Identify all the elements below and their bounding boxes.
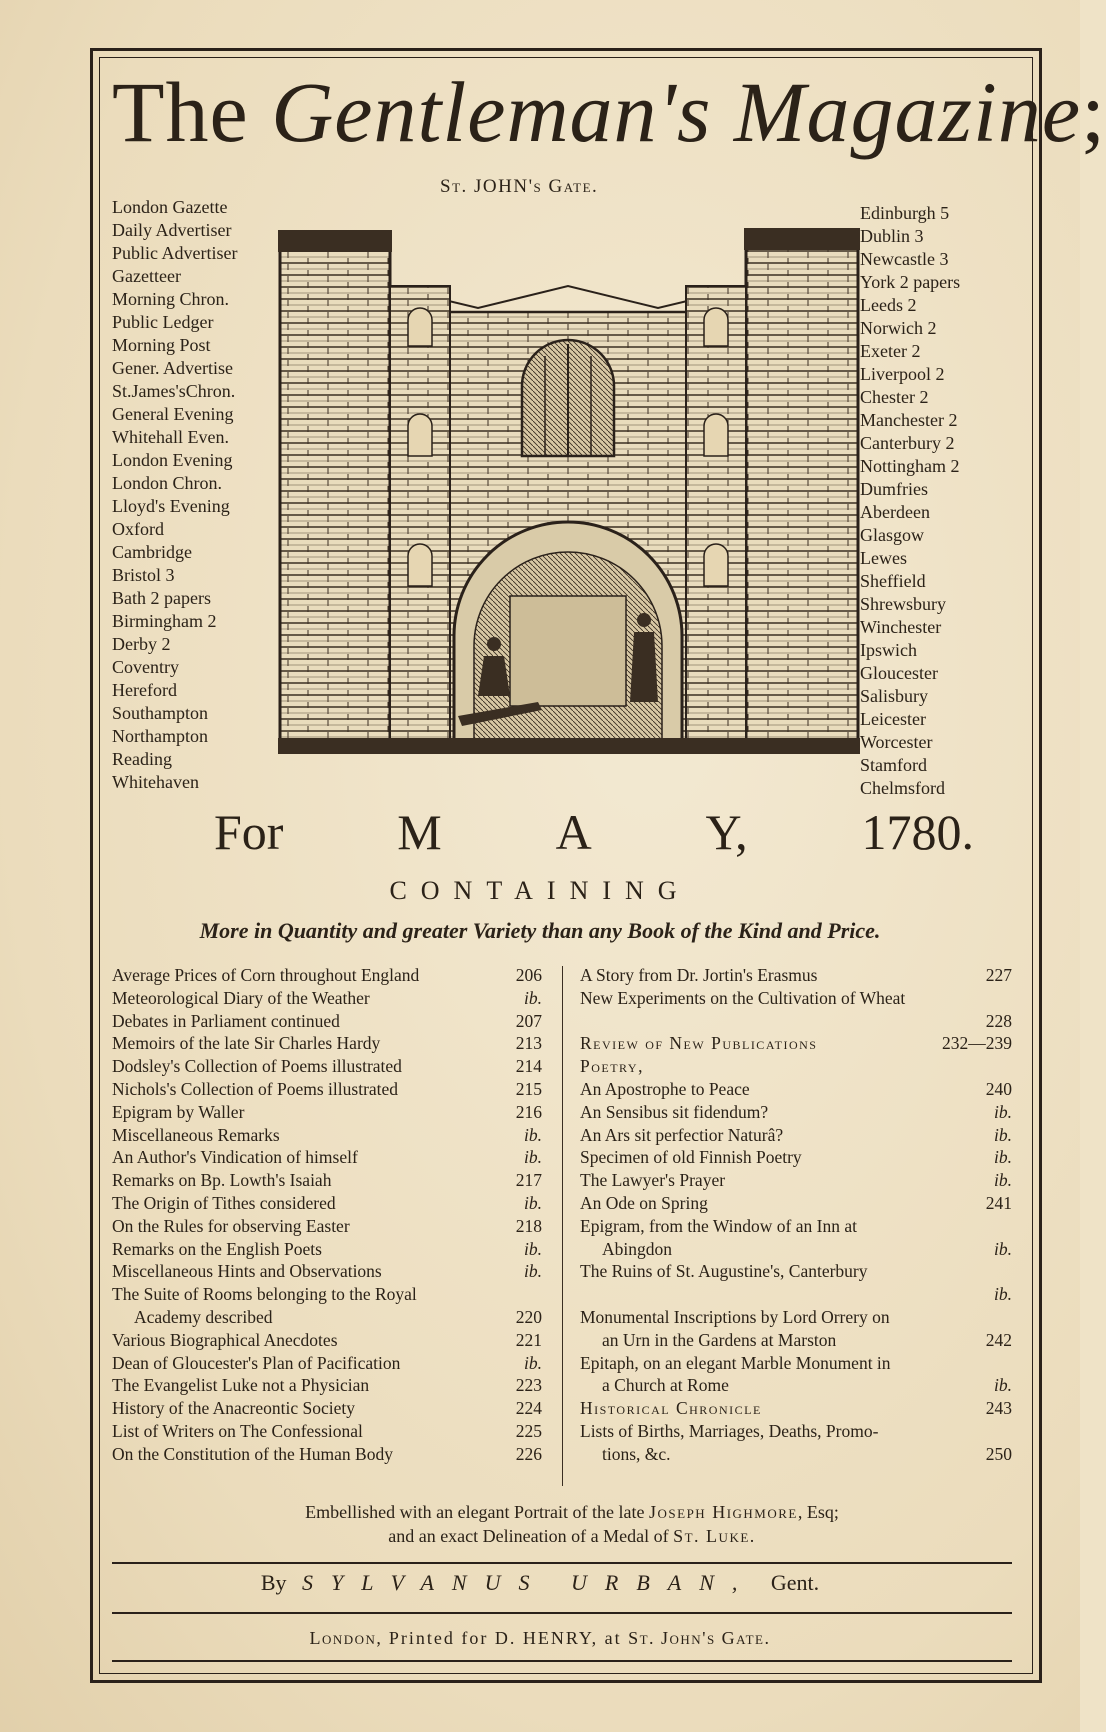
contents-entry-title: Specimen of old Finnish Poetry (580, 1147, 802, 1168)
newspaper-item: Reading (112, 749, 172, 769)
contents-entry-title: Epitaph, on an elegant Marble Monument in (580, 1352, 891, 1373)
newspaper-item: Public Ledger (112, 312, 214, 332)
contents-entry-title: Monumental Inscriptions by Lord Orrery on (580, 1306, 890, 1327)
contents-entry-title: Meteorological Diary of the Weather (112, 987, 370, 1008)
newspaper-item: Newcastle 3 (860, 249, 949, 269)
newspaper-item: Southampton (112, 703, 209, 723)
contents-entry-title: Dean of Gloucester's Plan of Pacification (112, 1352, 401, 1373)
byline-gent: Gent. (770, 1570, 820, 1595)
embellished-medal-name: St. Luke. (673, 1526, 756, 1546)
contents-entry (112, 1010, 542, 1033)
contents-entry-title: The Lawyer's Prayer (580, 1170, 726, 1191)
title-punct: ; (1081, 64, 1106, 160)
title-magazine: Magazine (733, 64, 1082, 160)
newspaper-item: Chelmsford (860, 778, 945, 798)
contents-entry-title: Review of New Publications (580, 1033, 818, 1054)
imprint-printed: Printed for D. HENRY, at (388, 1628, 622, 1648)
contents-entry (580, 1260, 1012, 1306)
issue-for: For (214, 804, 284, 860)
byline-author: SYLVANUS URBAN, (302, 1570, 756, 1595)
imprint-gate: St. John's Gate. (628, 1628, 771, 1648)
contents-entry (112, 1055, 542, 1078)
newspaper-item: Cambridge (112, 542, 192, 562)
contents-entry-page: 225 (515, 1420, 542, 1441)
contents-entry (580, 1420, 1012, 1466)
newspaper-item: Morning Post (112, 335, 211, 355)
embellished-line1-end: , Esq; (797, 1502, 839, 1522)
newspaper-item: Gazetteer (112, 266, 181, 286)
contents-entry-page: 214 (515, 1056, 542, 1077)
newspaper-item: Coventry (112, 657, 179, 677)
title-the: The (112, 64, 249, 160)
newspaper-item: Glasgow (860, 525, 924, 545)
contents-entry (112, 1352, 542, 1375)
contents-entry-continuation: tions, &c. (602, 1443, 671, 1464)
contents-entry-page: 232—239 (942, 1033, 1012, 1054)
contents-entry (112, 1283, 542, 1329)
newspaper-item: Public Advertiser (112, 243, 238, 263)
contents-entry (112, 1329, 542, 1352)
newspaper-item: Dublin 3 (860, 226, 924, 246)
newspaper-item: Salisbury (860, 686, 929, 706)
contents-entry (580, 1352, 1012, 1398)
contents-entry (112, 1124, 542, 1147)
contents-entry-title: Miscellaneous Hints and Observations (112, 1261, 382, 1282)
contents-entry-title: Miscellaneous Remarks (112, 1124, 280, 1145)
contents-entry-page: ib. (994, 1238, 1012, 1259)
contents-entry-title: Remarks on the English Poets (112, 1238, 322, 1259)
contents-list-right (580, 964, 1012, 1466)
newspaper-item: Manchester 2 (860, 410, 958, 430)
contents-entry-page: 224 (515, 1398, 542, 1419)
contents-entry-page: 221 (515, 1329, 542, 1350)
embellished-portrait-name: Joseph Highmore (649, 1502, 798, 1522)
newspaper-item: Bristol 3 (112, 565, 175, 585)
contents-entry-page: ib. (994, 1101, 1012, 1122)
contents-entry (580, 1169, 1012, 1192)
newspaper-item: Dumfries (860, 479, 928, 499)
contents-entry-page: 216 (515, 1101, 542, 1122)
contents-entry-page: ib. (524, 1124, 542, 1145)
newspaper-item: Edinburgh 5 (860, 203, 950, 223)
contents-entry (112, 1420, 542, 1443)
contents-entry-page: 241 (985, 1192, 1012, 1213)
contents-entry (580, 1124, 1012, 1147)
contents-entry-continuation: Academy described (134, 1306, 273, 1327)
byline (0, 1570, 1080, 1596)
contents-entry (112, 1078, 542, 1101)
newspaper-item: Gloucester (860, 663, 938, 683)
newspaper-item: Sheffield (860, 571, 926, 591)
newspaper-item: Ipswich (860, 640, 917, 660)
rule-middle (112, 1612, 1012, 1614)
embellishment-note (112, 1500, 1032, 1548)
issue-year: 1780. (861, 804, 974, 860)
contents-entry-page: ib. (994, 1147, 1012, 1168)
contents-entry-title: The Ruins of St. Augustine's, Canterbury (580, 1261, 868, 1282)
newspaper-item: Whitehall Even. (112, 427, 229, 447)
masthead-title (112, 62, 1106, 162)
contents-entry-title: Dodsley's Collection of Poems illustrated (112, 1056, 402, 1077)
newspaper-item: General Evening (112, 404, 234, 424)
contents-entry (580, 964, 1012, 987)
contents-entry (112, 1238, 542, 1261)
newspaper-item: Stamford (860, 755, 927, 775)
contents-entry (580, 1101, 1012, 1124)
issue-y: Y, (705, 804, 748, 860)
newspaper-item: Shrewsbury (860, 594, 946, 614)
contents-entry (580, 987, 1012, 1033)
contents-entry-page: ib. (994, 1375, 1012, 1396)
contents-entry (580, 1397, 1012, 1420)
contents-entry-title: The Origin of Tithes considered (112, 1192, 336, 1213)
newspaper-item: Leicester (860, 709, 926, 729)
contents-entry-page: 243 (985, 1398, 1012, 1419)
contents-entry (112, 1215, 542, 1238)
st-johns-gate-engraving (278, 216, 860, 758)
contents-entry-page: ib. (524, 1192, 542, 1213)
newspaper-item: Leeds 2 (860, 295, 917, 315)
newspaper-item: Northampton (112, 726, 208, 746)
contents-entry (112, 1146, 542, 1169)
issue-heading (214, 800, 974, 864)
contents-entry-title: Epigram by Waller (112, 1101, 245, 1122)
contents-entry-page: 206 (515, 965, 542, 985)
contents-entry (580, 1078, 1012, 1101)
contents-entry-title: Debates in Parliament continued (112, 1010, 340, 1031)
contents-entry-continuation: an Urn in the Gardens at Marston (602, 1329, 837, 1350)
contents-entry-page: ib. (524, 1147, 542, 1168)
contents-entry (112, 1101, 542, 1124)
newspaper-item: London Evening (112, 450, 233, 470)
contents-entry-page: ib. (524, 987, 542, 1008)
contents-entry-page: 215 (515, 1078, 542, 1099)
newspaper-item: Chester 2 (860, 387, 929, 407)
newspaper-item: Liverpool 2 (860, 364, 945, 384)
newspaper-item: Norwich 2 (860, 318, 937, 338)
containing-heading: CONTAINING (389, 876, 691, 905)
contents-entry-page: ib. (524, 1238, 542, 1259)
newspaper-item: Oxford (112, 519, 164, 539)
contents-entry-page: 250 (985, 1443, 1012, 1464)
contents-entry (580, 1055, 1012, 1078)
newspaper-item: Morning Chron. (112, 289, 229, 309)
contents-entry-continuation: a Church at Rome (602, 1375, 729, 1396)
contents-entry-page: ib. (994, 1124, 1012, 1145)
contents-entry-title: Average Prices of Corn throughout England (112, 965, 420, 985)
newspaper-item: Hereford (112, 680, 177, 700)
byline-by: By (260, 1570, 287, 1595)
newspaper-item: Gener. Advertise (112, 358, 233, 378)
contents-entry-title: An Ode on Spring (580, 1192, 708, 1213)
contents-entry-page: 227 (985, 965, 1012, 985)
contents-entry-title: Historical Chronicle (580, 1398, 762, 1419)
contents-entry (112, 1192, 542, 1215)
contents-entry-title: An Ars sit perfectior Naturâ? (580, 1124, 784, 1145)
contents-entry (112, 1397, 542, 1420)
title-gentlemans: Gentleman's (271, 64, 712, 160)
contents-list-left (112, 964, 542, 1466)
contents-entry-page: 240 (985, 1078, 1012, 1099)
newspaper-item: Winchester (860, 617, 942, 637)
issue-a: A (555, 804, 592, 860)
newspaper-item: London Gazette (112, 197, 228, 217)
contents-entry-page: ib. (524, 1352, 542, 1373)
newspaper-item: Bath 2 papers (112, 588, 211, 608)
contents-entry-title: New Experiments on the Cultivation of Wheat (580, 987, 906, 1008)
contents-entry-title: Epigram, from the Window of an Inn at (580, 1215, 857, 1236)
imprint (0, 1628, 1080, 1649)
newspaper-item: Lewes (860, 548, 907, 568)
issue-m: M (397, 804, 442, 860)
gate-label: St. JOHN's Gate. (440, 176, 599, 197)
contents-entry-title: The Suite of Rooms belonging to the Royal (112, 1284, 417, 1305)
contents-entry-title: An Sensibus sit fidendum? (580, 1101, 769, 1122)
newspaper-item: Derby 2 (112, 634, 171, 654)
contents-entry-title: Lists of Births, Marriages, Deaths, Promo- (580, 1420, 879, 1441)
contents-entry-title: Memoirs of the late Sir Charles Hardy (112, 1033, 381, 1054)
contents-entry-page: 242 (985, 1329, 1012, 1350)
contents-entry-continuation: Abingdon (602, 1238, 672, 1259)
contents-entry (580, 1306, 1012, 1352)
newspaper-item: Lloyd's Evening (112, 496, 230, 516)
embellished-line2-text: and an exact Delineation of a Medal of (388, 1526, 669, 1546)
contents-entry-title: Poetry, (580, 1056, 644, 1077)
newspaper-item: Daily Advertiser (112, 220, 232, 240)
imprint-london: London, (309, 1628, 383, 1648)
contents-entry (580, 1032, 1012, 1055)
newspaper-item: Aberdeen (860, 502, 930, 522)
contents-entry (112, 987, 542, 1010)
newspaper-item: York 2 papers (860, 272, 961, 292)
contents-entry (580, 1215, 1012, 1261)
contents-entry-title: The Evangelist Luke not a Physician (112, 1375, 370, 1396)
contents-entry-title: An Apostrophe to Peace (580, 1078, 750, 1099)
contents-entry (112, 1032, 542, 1055)
contents-divider (562, 966, 563, 1486)
newspaper-item: Worcester (860, 732, 933, 752)
newspaper-list-right (860, 202, 1035, 800)
contents-entry-title: Remarks on Bp. Lowth's Isaiah (112, 1170, 332, 1191)
contents-entry-page: ib. (994, 1284, 1012, 1305)
newspaper-item: Birmingham 2 (112, 611, 217, 631)
contents-entry (112, 1260, 542, 1283)
contents-entry (112, 964, 542, 987)
embellished-line1-text: Embellished with an elegant Portrait of the late (305, 1502, 645, 1522)
contents-entry-title: A Story from Dr. Jortin's Erasmus (580, 965, 818, 985)
contents-entry-page: 228 (985, 1010, 1012, 1031)
contents-entry (580, 1192, 1012, 1215)
newspaper-item: Canterbury 2 (860, 433, 955, 453)
contents-entry-page: 223 (515, 1375, 542, 1396)
contents-entry-page: 207 (515, 1010, 542, 1031)
contents-entry-page: ib. (524, 1261, 542, 1282)
contents-entry (112, 1443, 542, 1466)
contents-entry-title: List of Writers on The Confessional (112, 1420, 363, 1441)
contents-entry (112, 1374, 542, 1397)
newspaper-item: St.James'sChron. (112, 381, 236, 401)
contents-entry-page: 226 (515, 1443, 542, 1464)
contents-entry-page: 218 (515, 1215, 542, 1236)
contents-entry (112, 1169, 542, 1192)
rule-top (112, 1562, 1012, 1564)
contents-entry-title: Various Biographical Anecdotes (112, 1329, 338, 1350)
newspaper-item: London Chron. (112, 473, 222, 493)
newspaper-item: Exeter 2 (860, 341, 921, 361)
newspaper-item: Nottingham 2 (860, 456, 960, 476)
contents-entry-title: Nichols's Collection of Poems illustrated (112, 1078, 399, 1099)
tagline: More in Quantity and greater Variety than any Book of the Kind and Price. (199, 918, 881, 943)
rule-bottom (112, 1660, 1012, 1662)
contents-entry (580, 1146, 1012, 1169)
contents-entry-page: ib. (994, 1170, 1012, 1191)
contents-entry-page: 220 (515, 1306, 542, 1327)
newspaper-item: Whitehaven (112, 772, 199, 792)
contents-entry-page: 213 (515, 1033, 542, 1054)
contents-entry-title: On the Rules for observing Easter (112, 1215, 350, 1236)
contents-entry-title: On the Constitution of the Human Body (112, 1443, 393, 1464)
contents-entry-page: 217 (515, 1170, 542, 1191)
contents-entry-title: An Author's Vindication of himself (112, 1147, 358, 1168)
newspaper-list-left (112, 196, 282, 794)
contents-entry-title: History of the Anacreontic Society (112, 1398, 355, 1419)
contents-entry-page (1006, 1055, 1012, 1078)
